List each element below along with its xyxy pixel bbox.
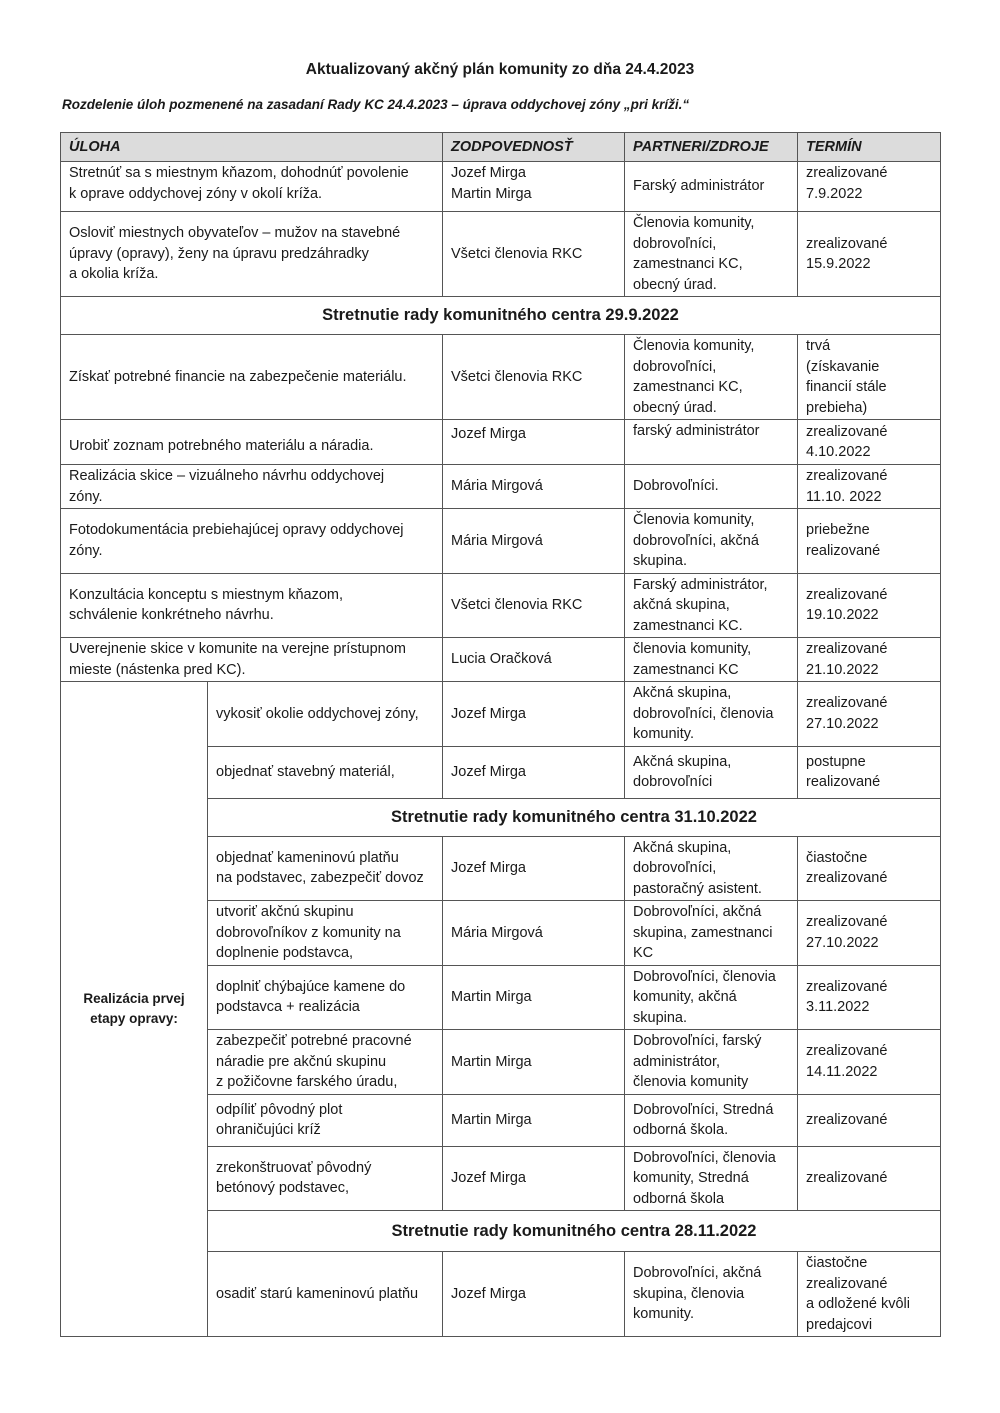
responsibility-cell: Mária Mirgová xyxy=(443,509,625,574)
responsibility-cell: Všetci členovia RKC xyxy=(443,573,625,638)
table-row xyxy=(61,509,941,574)
header-task: ÚLOHA xyxy=(61,133,443,162)
responsibility-cell: Všetci členovia RKC xyxy=(443,335,625,420)
responsibility-cell: Jozef Mirga xyxy=(443,1252,625,1337)
header-partners: PARTNERI/ZDROJE xyxy=(625,133,798,162)
term-cell: zrealizované 11.10. 2022 xyxy=(798,465,941,509)
partners-cell: Akčná skupina, dobrovoľníci, členovia komunity. xyxy=(625,682,798,747)
action-plan-table xyxy=(60,132,941,1337)
term-cell: zrealizované xyxy=(798,1094,941,1146)
task-cell: odpíliť pôvodný plot ohraničujúci kríž xyxy=(208,1094,443,1146)
partners-cell: členovia komunity, zamestnanci KC xyxy=(625,638,798,682)
responsibility-cell: Lucia Oračková xyxy=(443,638,625,682)
term-cell: zrealizované 27.10.2022 xyxy=(798,682,941,747)
partners-cell: Akčná skupina, dobrovoľníci, pastoračný asistent. xyxy=(625,836,798,901)
term-cell: zrealizované 27.10.2022 xyxy=(798,901,941,966)
task-cell: Uverejnenie skice v komunite na verejne prístupnom mieste (nástenka pred KC). xyxy=(61,638,443,682)
task-cell: vykosiť okolie oddychovej zóny, xyxy=(208,682,443,747)
term-cell: priebežne realizované xyxy=(798,509,941,574)
partners-cell: Členovia komunity, dobrovoľníci, zamestnanci KC, obecný úrad. xyxy=(625,335,798,420)
term-cell: zrealizované 7.9.2022 xyxy=(798,162,941,212)
term-cell: zrealizované 4.10.2022 xyxy=(798,420,941,465)
partners-cell: Dobrovoľníci, akčná skupina, členovia komunity. xyxy=(625,1252,798,1337)
task-cell: zabezpečiť potrebné pracovné náradie pre akčnú skupinu z požičovne farského úradu, xyxy=(208,1030,443,1095)
responsibility-cell: Jozef Mirga xyxy=(443,682,625,747)
term-cell: zrealizované 14.11.2022 xyxy=(798,1030,941,1095)
partners-cell: Farský administrátor xyxy=(625,162,798,212)
task-cell: doplniť chýbajúce kamene do podstavca + realizácia xyxy=(208,965,443,1030)
table-row xyxy=(61,335,941,420)
responsibility-cell: Martin Mirga xyxy=(443,965,625,1030)
partners-cell: Dobrovoľníci, členovia komunity, Stredná odborná škola xyxy=(625,1146,798,1211)
task-cell: Urobiť zoznam potrebného materiálu a náradia. xyxy=(61,420,443,465)
table-row xyxy=(61,212,941,297)
term-cell: zrealizované 15.9.2022 xyxy=(798,212,941,297)
partners-cell: Členovia komunity, dobrovoľníci, akčná skupina. xyxy=(625,509,798,574)
task-cell: Realizácia skice – vizuálneho návrhu oddychovej zóny. xyxy=(61,465,443,509)
responsibility-cell: Jozef Mirga xyxy=(443,1146,625,1211)
term-cell: zrealizované xyxy=(798,1146,941,1211)
table-row xyxy=(61,465,941,509)
term-cell: trvá (získavanie financií stále prebieha) xyxy=(798,335,941,420)
table-row xyxy=(61,162,941,212)
responsibility-cell: Jozef Mirga Martin Mirga xyxy=(443,162,625,212)
responsibility-cell: Martin Mirga xyxy=(443,1030,625,1095)
partners-cell: Dobrovoľníci, Stredná odborná škola. xyxy=(625,1094,798,1146)
responsibility-cell: Martin Mirga xyxy=(443,1094,625,1146)
table-row xyxy=(61,573,941,638)
responsibility-cell: Mária Mirgová xyxy=(443,465,625,509)
document-subtitle: Rozdelenie úloh pozmenené na zasadaní Rady KC 24.4.2023 – úprava oddychovej zóny „pri kríži.“ xyxy=(62,97,690,112)
term-cell: postupne realizované xyxy=(798,746,941,798)
task-cell: Osloviť miestnych obyvateľov – mužov na stavebné úpravy (opravy), ženy na úpravu predzáhradky a okolia kríža. xyxy=(61,212,443,297)
responsibility-cell: Všetci členovia RKC xyxy=(443,212,625,297)
table-header-row xyxy=(61,133,941,162)
partners-cell: Farský administrátor, akčná skupina, zamestnanci KC. xyxy=(625,573,798,638)
meeting-heading: Stretnutie rady komunitného centra 31.10.2022 xyxy=(208,798,941,836)
term-cell: zrealizované 19.10.2022 xyxy=(798,573,941,638)
task-cell: osadiť starú kameninovú platňu xyxy=(208,1252,443,1337)
task-cell: utvoriť akčnú skupinu dobrovoľníkov z komunity na doplnenie podstavca, xyxy=(208,901,443,966)
responsibility-cell: Jozef Mirga xyxy=(443,746,625,798)
meeting-heading: Stretnutie rady komunitného centra 29.9.2022 xyxy=(61,297,941,335)
partners-cell: farský administrátor xyxy=(625,420,798,465)
table-row xyxy=(61,682,941,747)
term-cell: zrealizované 3.11.2022 xyxy=(798,965,941,1030)
partners-cell: Dobrovoľníci, akčná skupina, zamestnanci KC xyxy=(625,901,798,966)
task-cell: Konzultácia konceptu s miestnym kňazom, schválenie konkrétneho návrhu. xyxy=(61,573,443,638)
stage-label: Realizácia prvej etapy opravy: xyxy=(61,682,208,1337)
table-row xyxy=(61,638,941,682)
term-cell: čiastočne zrealizované a odložené kvôli predajcovi xyxy=(798,1252,941,1337)
header-term: TERMÍN xyxy=(798,133,941,162)
meeting-row xyxy=(61,297,941,335)
header-responsibility: ZODPOVEDNOSŤ xyxy=(443,133,625,162)
responsibility-cell: Jozef Mirga xyxy=(443,420,625,465)
responsibility-cell: Jozef Mirga xyxy=(443,836,625,901)
term-cell: čiastočne zrealizované xyxy=(798,836,941,901)
partners-cell: Akčná skupina, dobrovoľníci xyxy=(625,746,798,798)
task-cell: zrekonštruovať pôvodný betónový podstavec, xyxy=(208,1146,443,1211)
partners-cell: Dobrovoľníci. xyxy=(625,465,798,509)
partners-cell: Členovia komunity, dobrovoľníci, zamestnanci KC, obecný úrad. xyxy=(625,212,798,297)
meeting-heading: Stretnutie rady komunitného centra 28.11.2022 xyxy=(208,1211,941,1252)
task-cell: Fotodokumentácia prebiehajúcej opravy oddychovej zóny. xyxy=(61,509,443,574)
task-cell: objednať stavebný materiál, xyxy=(208,746,443,798)
table-row xyxy=(61,420,941,465)
task-cell: Získať potrebné financie na zabezpečenie materiálu. xyxy=(61,335,443,420)
term-cell: zrealizované 21.10.2022 xyxy=(798,638,941,682)
task-cell: Stretnúť sa s miestnym kňazom, dohodnúť povolenie k oprave oddychovej zóny v okolí kríža. xyxy=(61,162,443,212)
task-cell: objednať kameninovú platňu na podstavec, zabezpečiť dovoz xyxy=(208,836,443,901)
responsibility-cell: Mária Mirgová xyxy=(443,901,625,966)
partners-cell: Dobrovoľníci, členovia komunity, akčná skupina. xyxy=(625,965,798,1030)
document-title: Aktualizovaný akčný plán komunity zo dňa 24.4.2023 xyxy=(305,61,695,78)
partners-cell: Dobrovoľníci, farský administrátor, členovia komunity xyxy=(625,1030,798,1095)
